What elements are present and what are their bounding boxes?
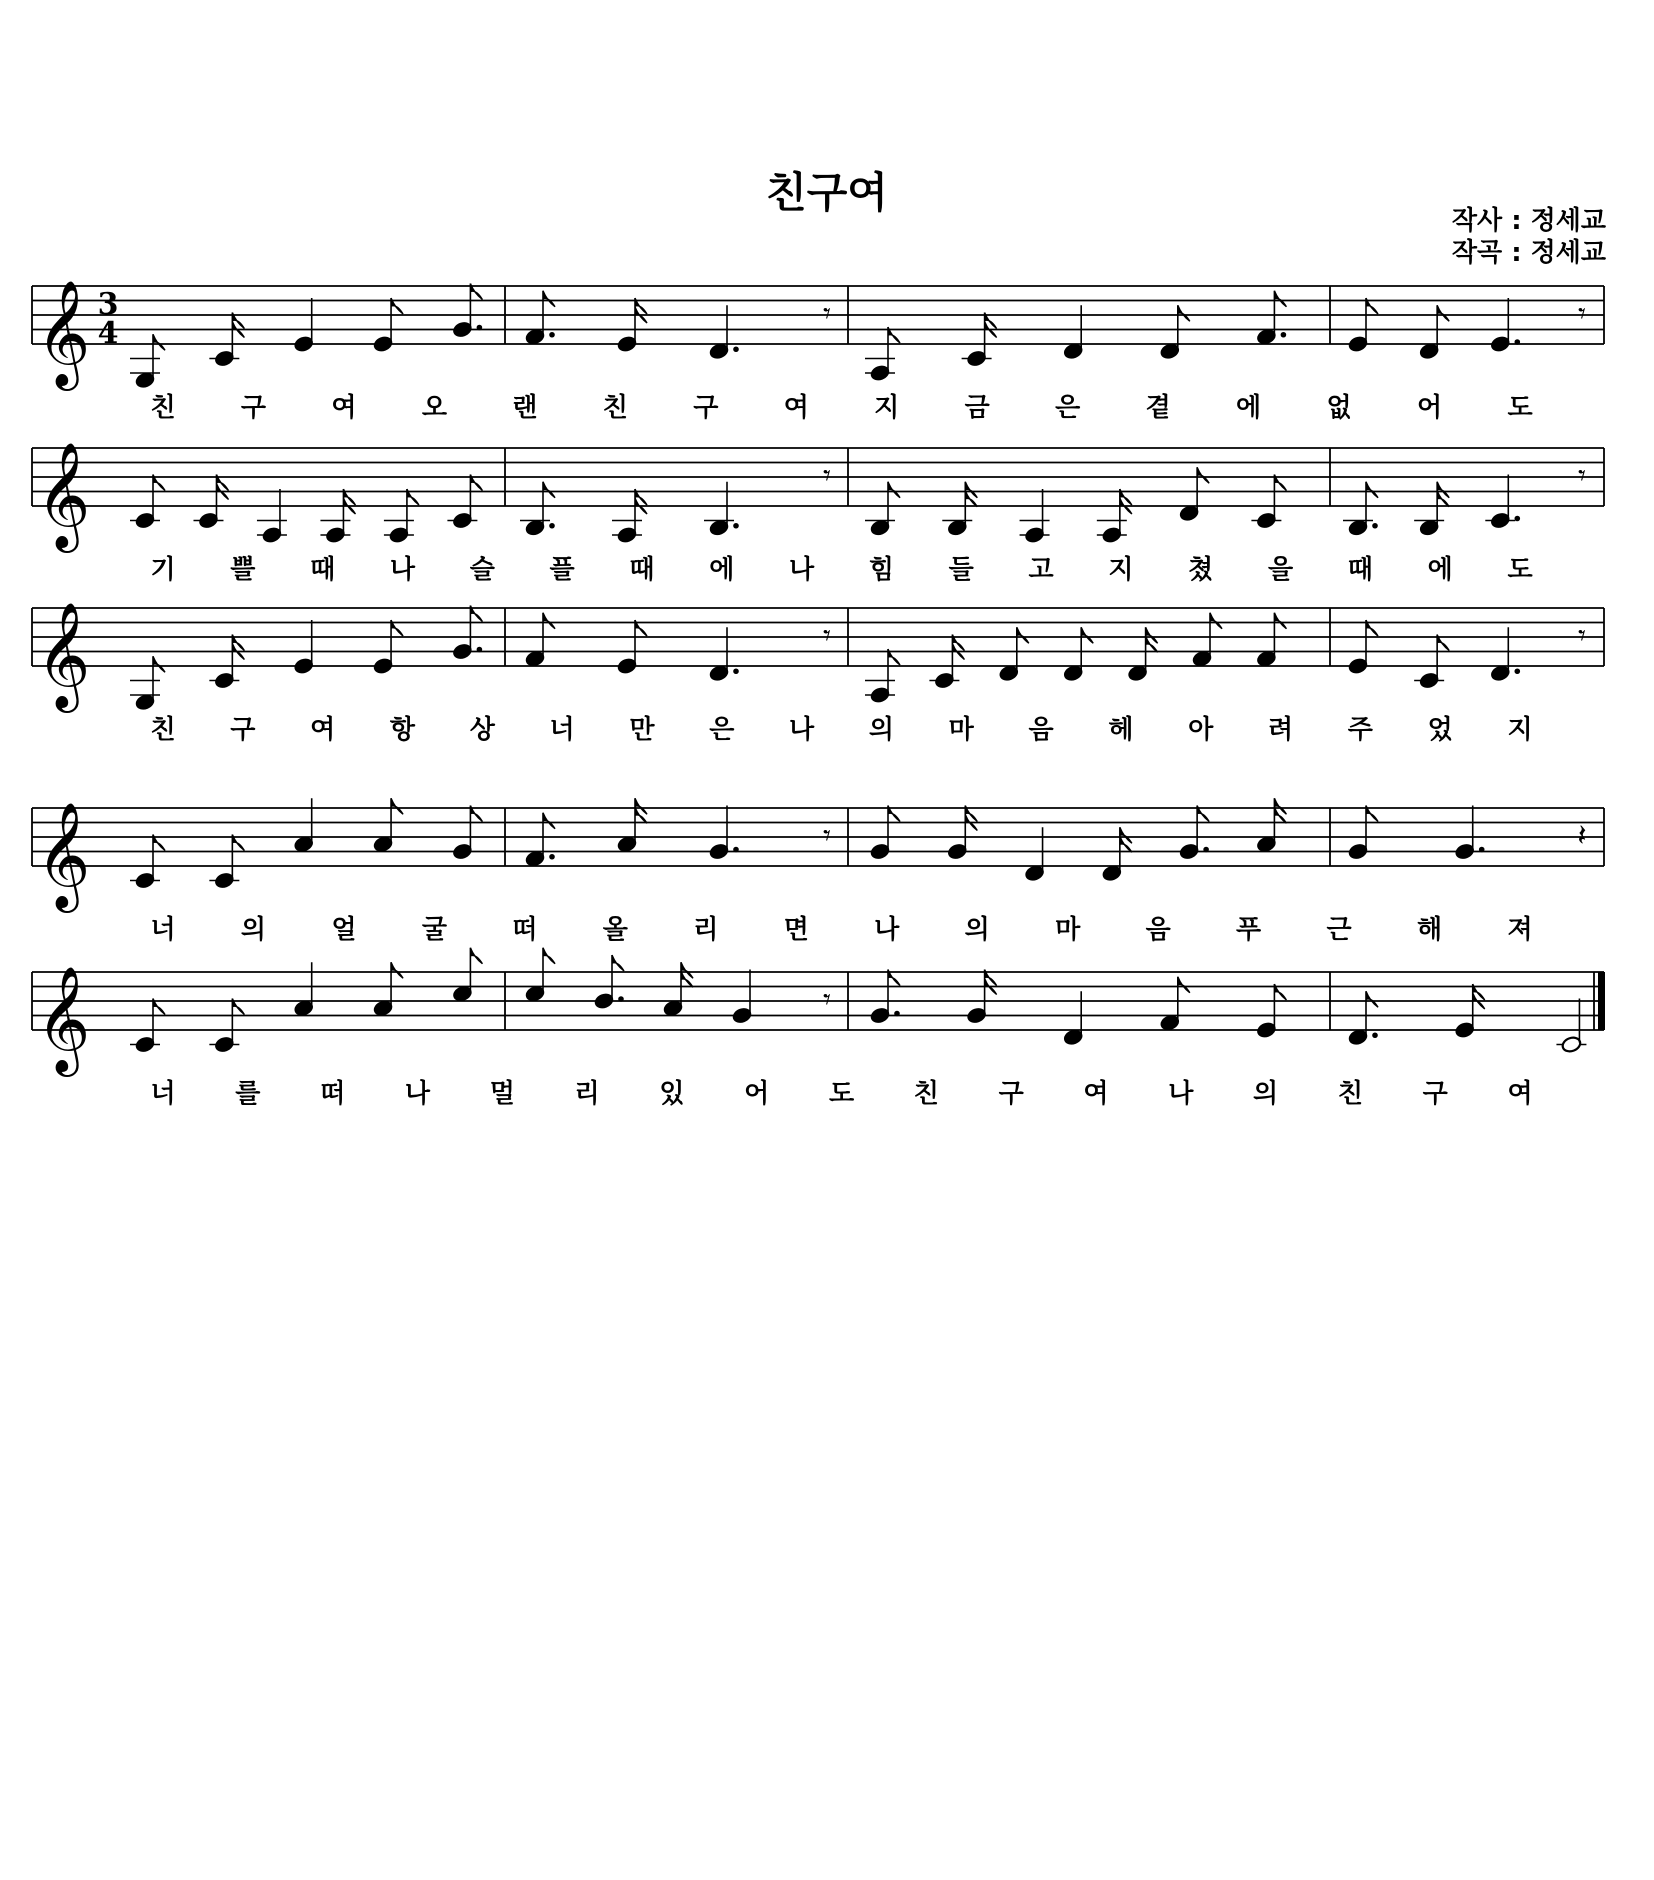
note-flag: [543, 948, 555, 964]
lyric-syllable: 오: [421, 393, 447, 423]
lyric-syllable: 고: [1028, 555, 1054, 585]
note-flag: [1437, 305, 1449, 321]
lyric-syllable: 너: [150, 915, 176, 945]
note-flag: [153, 334, 165, 350]
treble-clef-icon: 𝄞: [36, 801, 91, 908]
lyric-syllable: 의: [868, 715, 894, 745]
lyric-syllable: 은: [709, 715, 735, 745]
augmentation-dot: [549, 523, 555, 529]
treble-clef-icon: 𝄞: [36, 965, 91, 1072]
staff-system: [32, 798, 1604, 945]
lyric-syllable: 때: [310, 555, 336, 585]
lyric-syllable: 의: [964, 915, 990, 945]
note-flag: [965, 491, 977, 507]
lyric-syllable: 때: [629, 555, 655, 585]
lyric-syllable: 도: [1507, 393, 1533, 423]
lyric-syllable: 기: [150, 555, 176, 585]
note-flag: [1178, 305, 1190, 321]
lyric-syllable: 나: [1168, 1079, 1194, 1109]
lyric-syllable: 음: [1145, 915, 1171, 945]
lyric-syllable: 나: [789, 555, 815, 585]
lyric-syllable: 에: [1427, 555, 1453, 585]
lyric-syllable: 친: [150, 715, 176, 745]
lyric-syllable: 친: [150, 393, 176, 423]
staff-system: [32, 441, 1604, 585]
lyric-syllable: 푸: [1236, 915, 1262, 945]
lyric-syllable: 마: [948, 715, 974, 745]
lyric-syllable: 의: [240, 915, 267, 945]
eighth-rest: 𝄾: [823, 818, 831, 854]
quarter-rest: 𝄽: [1577, 818, 1587, 854]
augmentation-dot: [618, 996, 624, 1002]
eighth-rest: 𝄾: [823, 618, 831, 654]
lyric-syllable: 너: [150, 1079, 176, 1109]
note-flag: [391, 798, 403, 814]
note-flag: [635, 807, 647, 823]
lyric-syllable: 구: [240, 393, 267, 423]
lyric-syllable: 너: [549, 715, 575, 745]
augmentation-dot: [1203, 847, 1209, 853]
final-barline-thick: [1598, 972, 1605, 1030]
lyric-syllable: 음: [1028, 715, 1054, 745]
lyric-syllable: 만: [629, 715, 655, 745]
lyric-syllable: 상: [469, 715, 495, 745]
lyric-syllable: 나: [874, 915, 900, 945]
lyricist-credit: 작사 : 정세교: [1451, 206, 1606, 236]
lyric-syllable: 나: [404, 1079, 430, 1109]
lyric-syllable: 나: [789, 715, 815, 745]
note-flag: [681, 971, 693, 987]
lyric-syllable: 떠: [320, 1079, 346, 1109]
eighth-rest: 𝄾: [823, 458, 831, 494]
lyric-syllable: 아: [1188, 715, 1214, 745]
lyric-syllable: 힘: [868, 555, 894, 585]
lyric-syllable: 려: [1267, 715, 1294, 745]
note-flag: [1120, 836, 1132, 852]
augmentation-dot: [733, 668, 739, 674]
augmentation-dot: [477, 647, 483, 653]
augmentation-dot: [549, 332, 555, 338]
lyric-syllable: 있: [659, 1079, 685, 1109]
lyric-syllable: 들: [948, 555, 974, 585]
lyric-syllable: 어: [1416, 393, 1443, 423]
lyric-syllable: 나: [389, 555, 416, 585]
note-flag: [543, 613, 555, 629]
lyric-syllable: 를: [235, 1079, 261, 1109]
song-title: 친구여: [766, 168, 888, 217]
staff-system: [32, 601, 1604, 745]
lyric-syllable: 친: [602, 393, 628, 423]
lyric-syllable: 여: [1083, 1079, 1109, 1109]
note-flag: [1274, 613, 1286, 629]
lyric-syllable: 얼: [331, 915, 357, 945]
augmentation-dot: [733, 523, 739, 529]
treble-clef-icon: 𝄞: [36, 279, 91, 386]
lyric-syllable: 곁: [1145, 393, 1171, 423]
augmentation-dot: [1514, 668, 1520, 674]
augmentation-dot: [549, 854, 555, 860]
lyric-syllable: 친: [1337, 1079, 1363, 1109]
lyric-syllable: 구: [693, 393, 719, 423]
lyric-syllable: 플: [549, 555, 575, 585]
note-flag: [1274, 807, 1286, 823]
treble-clef-icon: 𝄞: [36, 441, 91, 548]
lyric-syllable: 여: [310, 715, 336, 745]
staff-system: [32, 948, 1605, 1109]
eighth-rest: 𝄾: [823, 296, 831, 332]
staff-system: [32, 279, 1604, 423]
lyric-syllable: 굴: [421, 915, 447, 945]
lyric-syllable: 주: [1347, 715, 1373, 745]
note-flag: [1437, 491, 1449, 507]
time-signature-top: 3: [97, 287, 119, 322]
lyric-syllable: 도: [828, 1079, 855, 1109]
note-flag: [1178, 977, 1190, 993]
augmentation-dot: [1514, 516, 1520, 522]
eighth-rest: 𝄾: [1578, 458, 1586, 494]
lyric-syllable: 없: [1326, 393, 1352, 423]
lyric-syllable: 근: [1326, 915, 1352, 945]
lyric-syllable: 에: [709, 555, 735, 585]
lyric-syllable: 구: [998, 1079, 1024, 1109]
note-flag: [470, 948, 482, 964]
lyric-syllable: 랜: [512, 393, 538, 423]
lyric-syllable: 여: [331, 393, 357, 423]
lyric-syllable: 때: [1347, 555, 1373, 585]
note-flag: [391, 962, 403, 978]
note-flag: [1366, 482, 1378, 498]
lyric-syllable: 슬: [469, 555, 495, 585]
lyric-syllable: 어: [744, 1079, 770, 1109]
lyric-syllable: 은: [1055, 393, 1081, 423]
lyric-syllable: 져: [1507, 915, 1533, 945]
augmentation-dot: [1281, 332, 1287, 338]
note-flag: [543, 482, 555, 498]
note-flag: [543, 291, 555, 307]
eighth-rest: 𝄾: [1578, 296, 1586, 332]
lyric-syllable: 도: [1507, 555, 1533, 585]
augmentation-dot: [733, 346, 739, 352]
note-flag: [888, 482, 900, 498]
note-flag: [1366, 991, 1378, 1007]
note-flag: [1017, 627, 1029, 643]
lyric-syllable: 떠: [512, 915, 538, 945]
composer-credit: 작곡 : 정세교: [1451, 238, 1606, 268]
augmentation-dot: [477, 325, 483, 331]
augmentation-dot: [894, 1011, 900, 1017]
lyric-syllable: 쳤: [1188, 555, 1214, 585]
note-flag: [543, 813, 555, 829]
augmentation-dot: [1514, 339, 1520, 345]
eighth-rest: 𝄾: [823, 982, 831, 1018]
note-flag: [1197, 467, 1209, 483]
lyric-syllable: 항: [389, 715, 416, 745]
lyric-syllable: 헤: [1108, 715, 1134, 745]
note-flag: [153, 656, 165, 672]
note-flag: [1274, 291, 1286, 307]
lyric-syllable: 었: [1427, 715, 1453, 745]
eighth-rest: 𝄾: [1578, 618, 1586, 654]
augmentation-dot: [1479, 847, 1485, 853]
lyric-syllable: 리: [693, 915, 719, 945]
note-flag: [1081, 627, 1093, 643]
lyric-syllable: 여: [783, 393, 809, 423]
lyric-syllable: 친: [913, 1079, 939, 1109]
augmentation-dot: [1372, 1032, 1378, 1038]
lyric-syllable: 멀: [489, 1079, 515, 1109]
lyric-syllable: 마: [1055, 915, 1081, 945]
lyric-syllable: 지: [1507, 715, 1533, 745]
note-flag: [612, 955, 624, 971]
note-flag: [1210, 613, 1222, 629]
lyric-syllable: 쁠: [230, 555, 256, 585]
lyric-syllable: 금: [964, 393, 990, 423]
lyric-syllable: 해: [1416, 915, 1443, 945]
lyric-syllable: 여: [1507, 1079, 1533, 1109]
lyric-syllable: 지: [874, 393, 900, 423]
lyric-syllable: 구: [230, 715, 256, 745]
treble-clef-icon: 𝄞: [36, 601, 91, 708]
note-flag: [1146, 636, 1158, 652]
augmentation-dot: [733, 847, 739, 853]
augmentation-dot: [1372, 523, 1378, 529]
time-signature-bottom: 4: [97, 316, 119, 351]
lyric-syllable: 지: [1108, 555, 1134, 585]
lyric-syllable: 을: [1267, 555, 1294, 585]
lyric-syllable: 에: [1236, 393, 1262, 423]
lyric-syllable: 의: [1253, 1079, 1279, 1109]
lyric-syllable: 올: [602, 915, 628, 945]
lyric-syllable: 면: [783, 915, 809, 945]
lyric-syllable: 리: [574, 1079, 600, 1109]
lyric-syllable: 구: [1422, 1079, 1448, 1109]
